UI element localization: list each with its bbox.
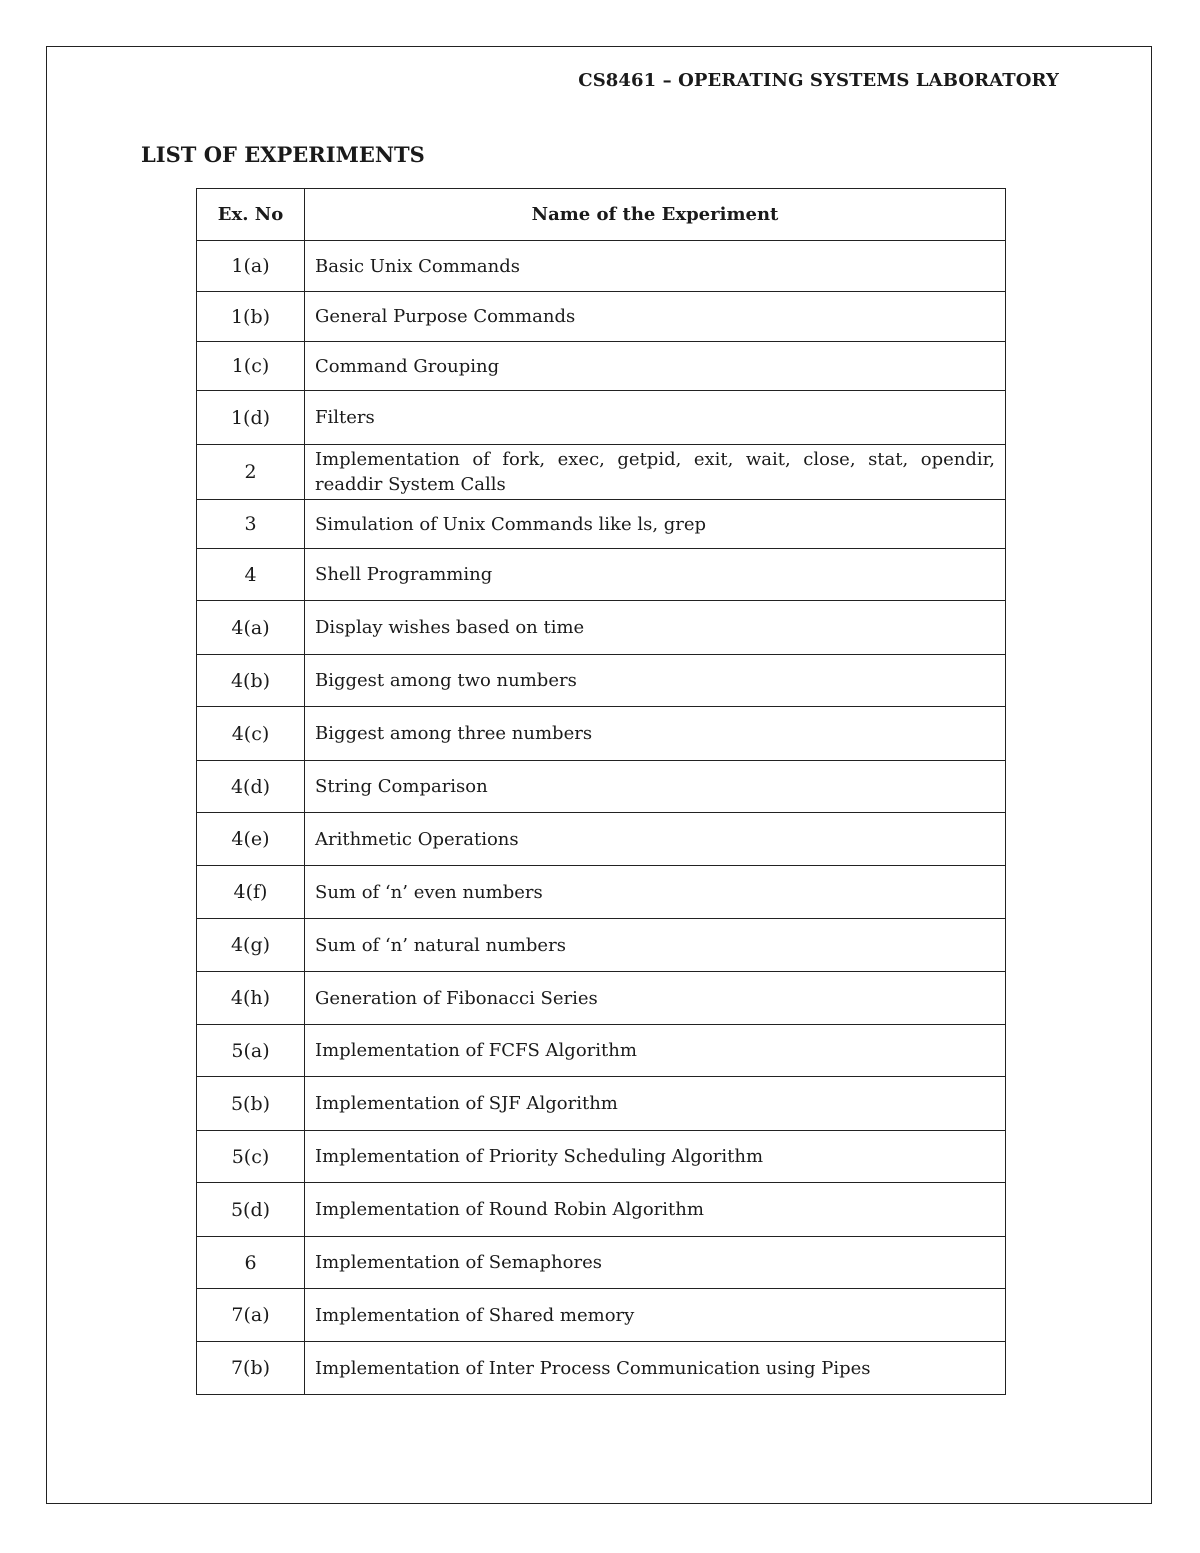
experiment-name-cell: Implementation of Round Robin Algorithm [305,1183,1006,1237]
experiments-table [196,188,1006,1395]
ex-no-cell: 7(a) [197,1289,305,1342]
table-row [197,500,1006,549]
table-row [197,445,1006,500]
course-title-header: CS8461 – OPERATING SYSTEMS LABORATORY [578,70,1059,91]
column-header-ex-no: Ex. No [197,189,305,241]
experiment-name-cell: Arithmetic Operations [305,813,1006,866]
ex-no-cell: 4(g) [197,919,305,972]
table-row [197,972,1006,1025]
experiment-name-cell: Basic Unix Commands [305,241,1006,292]
table-row [197,919,1006,972]
experiment-name-cell: Implementation of Semaphores [305,1237,1006,1289]
experiment-name-cell: Sum of ‘n’ natural numbers [305,919,1006,972]
table-row [197,241,1006,292]
experiment-name-cell: Implementation of Shared memory [305,1289,1006,1342]
table-row [197,1183,1006,1237]
table-row [197,1289,1006,1342]
table-row [197,1342,1006,1395]
ex-no-cell: 7(b) [197,1342,305,1395]
ex-no-cell: 5(a) [197,1025,305,1077]
experiment-name-cell: Simulation of Unix Commands like ls, grep [305,500,1006,549]
experiment-name-cell: Implementation of Priority Scheduling Algorithm [305,1131,1006,1183]
ex-no-cell: 1(d) [197,391,305,445]
ex-no-cell: 2 [197,445,305,500]
table-row [197,601,1006,655]
ex-no-cell: 4(b) [197,655,305,707]
ex-no-cell: 4(d) [197,761,305,813]
table-row [197,655,1006,707]
ex-no-cell: 3 [197,500,305,549]
ex-no-cell: 4(h) [197,972,305,1025]
experiment-name-cell: Implementation of fork, exec, getpid, exit, wait, close, stat, opendir, readdir System Calls [305,445,1006,500]
table-row [197,1131,1006,1183]
ex-no-cell: 4(e) [197,813,305,866]
ex-no-cell: 1(b) [197,292,305,342]
table-row [197,1237,1006,1289]
experiment-name-cell: General Purpose Commands [305,292,1006,342]
experiment-name-cell: Biggest among two numbers [305,655,1006,707]
ex-no-cell: 4(f) [197,866,305,919]
ex-no-cell: 5(d) [197,1183,305,1237]
experiment-name-cell: Sum of ‘n’ even numbers [305,866,1006,919]
experiment-name-cell: Filters [305,391,1006,445]
experiment-name-cell: Shell Programming [305,549,1006,601]
experiment-name-cell: String Comparison [305,761,1006,813]
ex-no-cell: 4(c) [197,707,305,761]
table-header-row [197,189,1006,241]
table-row [197,866,1006,919]
experiment-name-cell: Biggest among three numbers [305,707,1006,761]
table-row [197,549,1006,601]
experiment-name-cell: Display wishes based on time [305,601,1006,655]
table-row [197,813,1006,866]
table-row [197,342,1006,391]
experiment-name-cell: Generation of Fibonacci Series [305,972,1006,1025]
experiment-name-cell: Command Grouping [305,342,1006,391]
ex-no-cell: 4 [197,549,305,601]
ex-no-cell: 1(c) [197,342,305,391]
experiment-name-cell: Implementation of Inter Process Communication using Pipes [305,1342,1006,1395]
table-row [197,292,1006,342]
ex-no-cell: 1(a) [197,241,305,292]
experiment-name-cell: Implementation of SJF Algorithm [305,1077,1006,1131]
table-row [197,1077,1006,1131]
ex-no-cell: 6 [197,1237,305,1289]
column-header-experiment-name: Name of the Experiment [305,189,1006,241]
table-row [197,761,1006,813]
ex-no-cell: 5(b) [197,1077,305,1131]
ex-no-cell: 5(c) [197,1131,305,1183]
section-title: LIST OF EXPERIMENTS [141,142,425,167]
table-row [197,1025,1006,1077]
ex-no-cell: 4(a) [197,601,305,655]
experiment-name-cell: Implementation of FCFS Algorithm [305,1025,1006,1077]
table-row [197,391,1006,445]
table-row [197,707,1006,761]
